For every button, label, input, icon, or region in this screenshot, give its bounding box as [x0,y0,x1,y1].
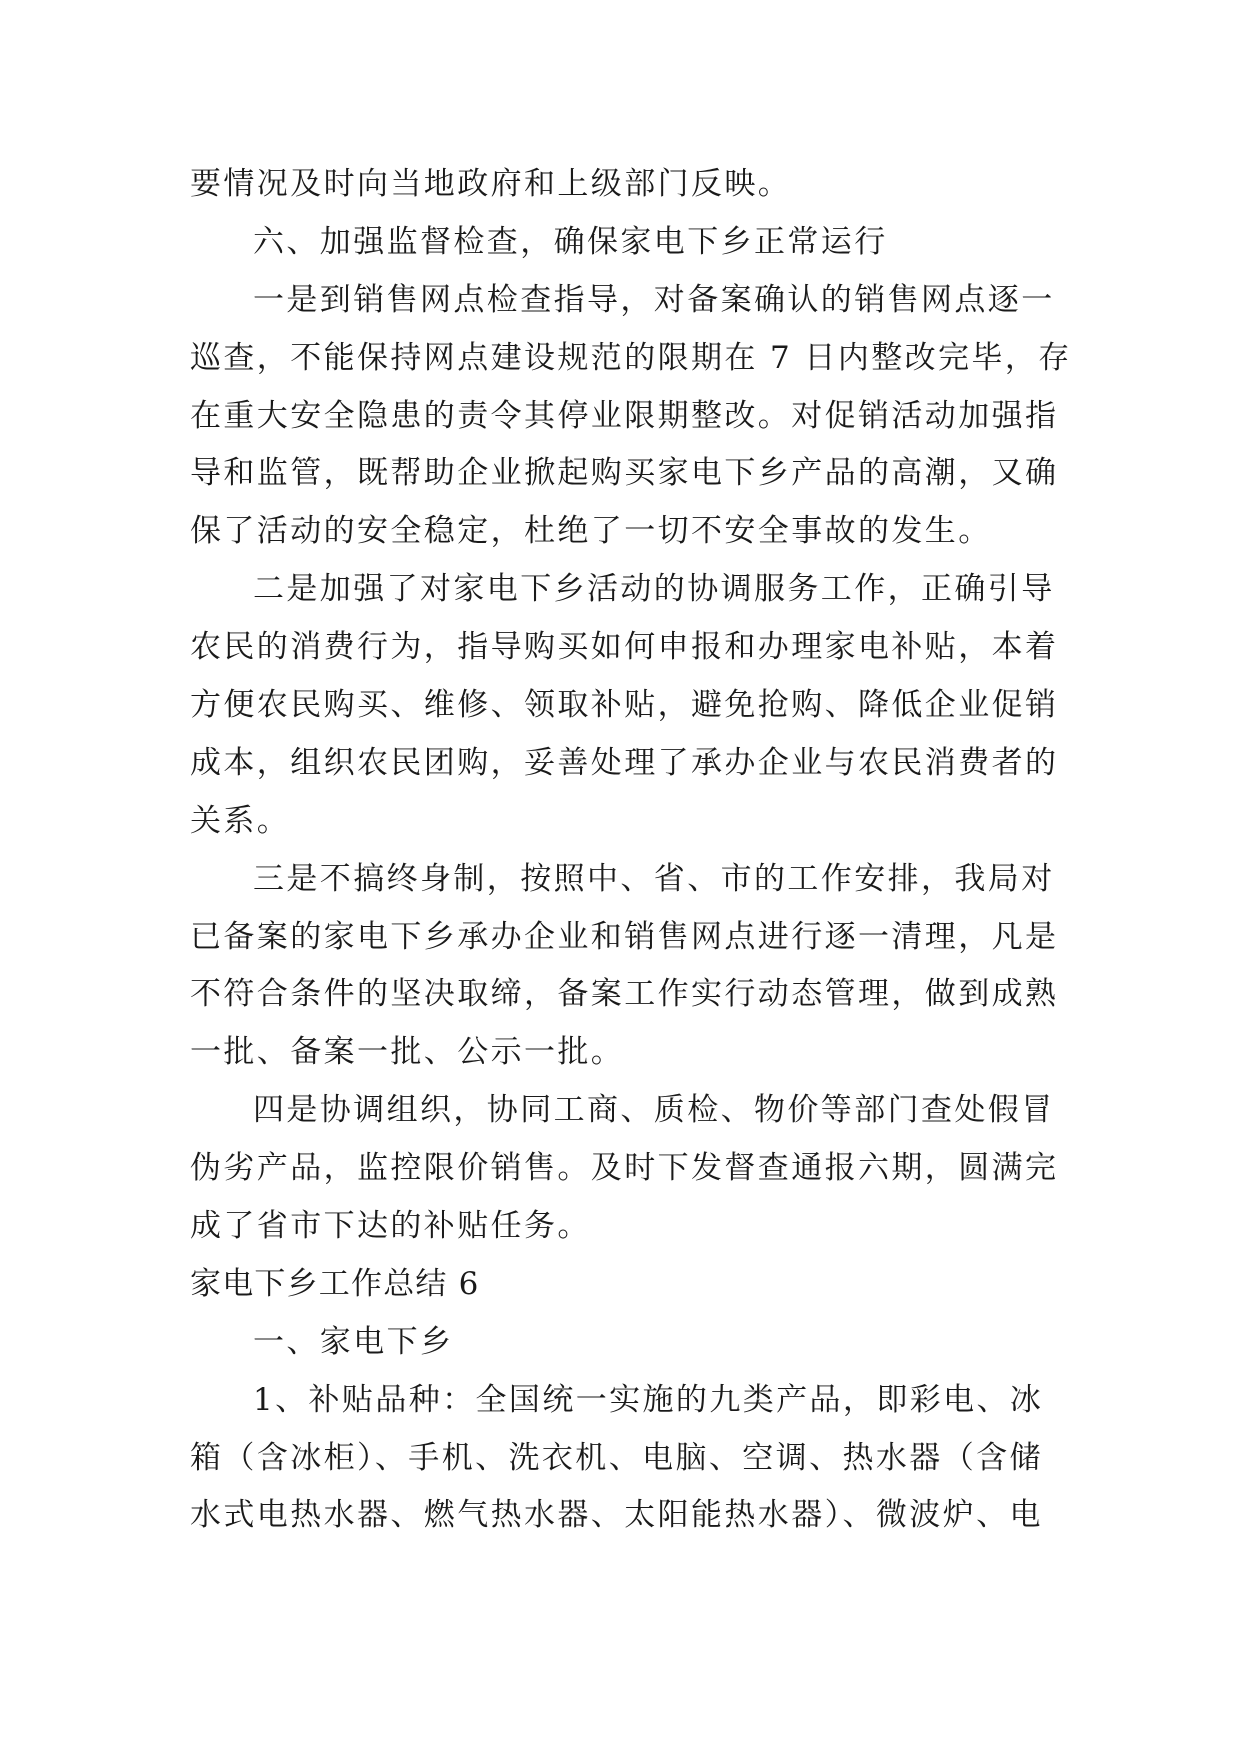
paragraph-line: 不符合条件的坚决取缔，备案工作实行动态管理，做到成熟 [190,976,1059,1013]
document-title: 家电下乡工作总结 6 [190,1265,480,1302]
paragraph-line: 成了省市下达的补贴任务。 [190,1208,591,1245]
paragraph-line: 三是不搞终身制，按照中、省、市的工作安排，我局对 [253,860,1055,897]
paragraph-line: 水式电热水器、燃气热水器、太阳能热水器）、微波炉、电 [190,1497,1043,1534]
paragraph-line: 方便农民购买、维修、领取补贴，避免抢购、降低企业促销 [190,687,1059,724]
paragraph-line: 伪劣产品，监控限价销售。及时下发督查通报六期，圆满完 [190,1150,1059,1187]
paragraph-line: 导和监管，既帮助企业掀起购买家电下乡产品的高潮，又确 [190,455,1059,492]
paragraph-line: 一批、备案一批、公示一批。 [190,1034,625,1071]
paragraph-line: 1、补贴品种：全国统一实施的九类产品，即彩电、冰 [253,1381,1044,1418]
paragraph-line: 箱（含冰柜）、手机、洗衣机、电脑、空调、热水器（含储 [190,1439,1043,1476]
section-heading: 六、加强监督检查，确保家电下乡正常运行 [253,223,888,260]
paragraph-line: 二是加强了对家电下乡活动的协调服务工作，正确引导 [253,571,1055,608]
section-heading: 一、家电下乡 [253,1323,454,1360]
paragraph-line: 一是到销售网点检查指导，对备案确认的销售网点逐一 [253,281,1055,318]
document-body [190,156,1072,1545]
paragraph-line: 要情况及时向当地政府和上级部门反映。 [190,166,792,202]
paragraph-line: 巡查，不能保持网点建设规范的限期在 7 日内整改完毕，存 [190,339,1072,376]
paragraph-line: 关系。 [190,802,291,839]
paragraph-line: 农民的消费行为，指导购买如何申报和办理家电补贴，本着 [190,629,1059,666]
paragraph-line: 在重大安全隐患的责令其停业限期整改。对促销活动加强指 [190,397,1059,434]
paragraph-line: 成本，组织农民团购，妥善处理了承办企业与农民消费者的 [190,744,1059,781]
paragraph-line: 已备案的家电下乡承办企业和销售网点进行逐一清理，凡是 [190,918,1059,955]
paragraph-line: 四是协调组织，协同工商、质检、物价等部门查处假冒 [253,1092,1055,1129]
paragraph-line: 保了活动的安全稳定，杜绝了一切不安全事故的发生。 [190,513,992,550]
